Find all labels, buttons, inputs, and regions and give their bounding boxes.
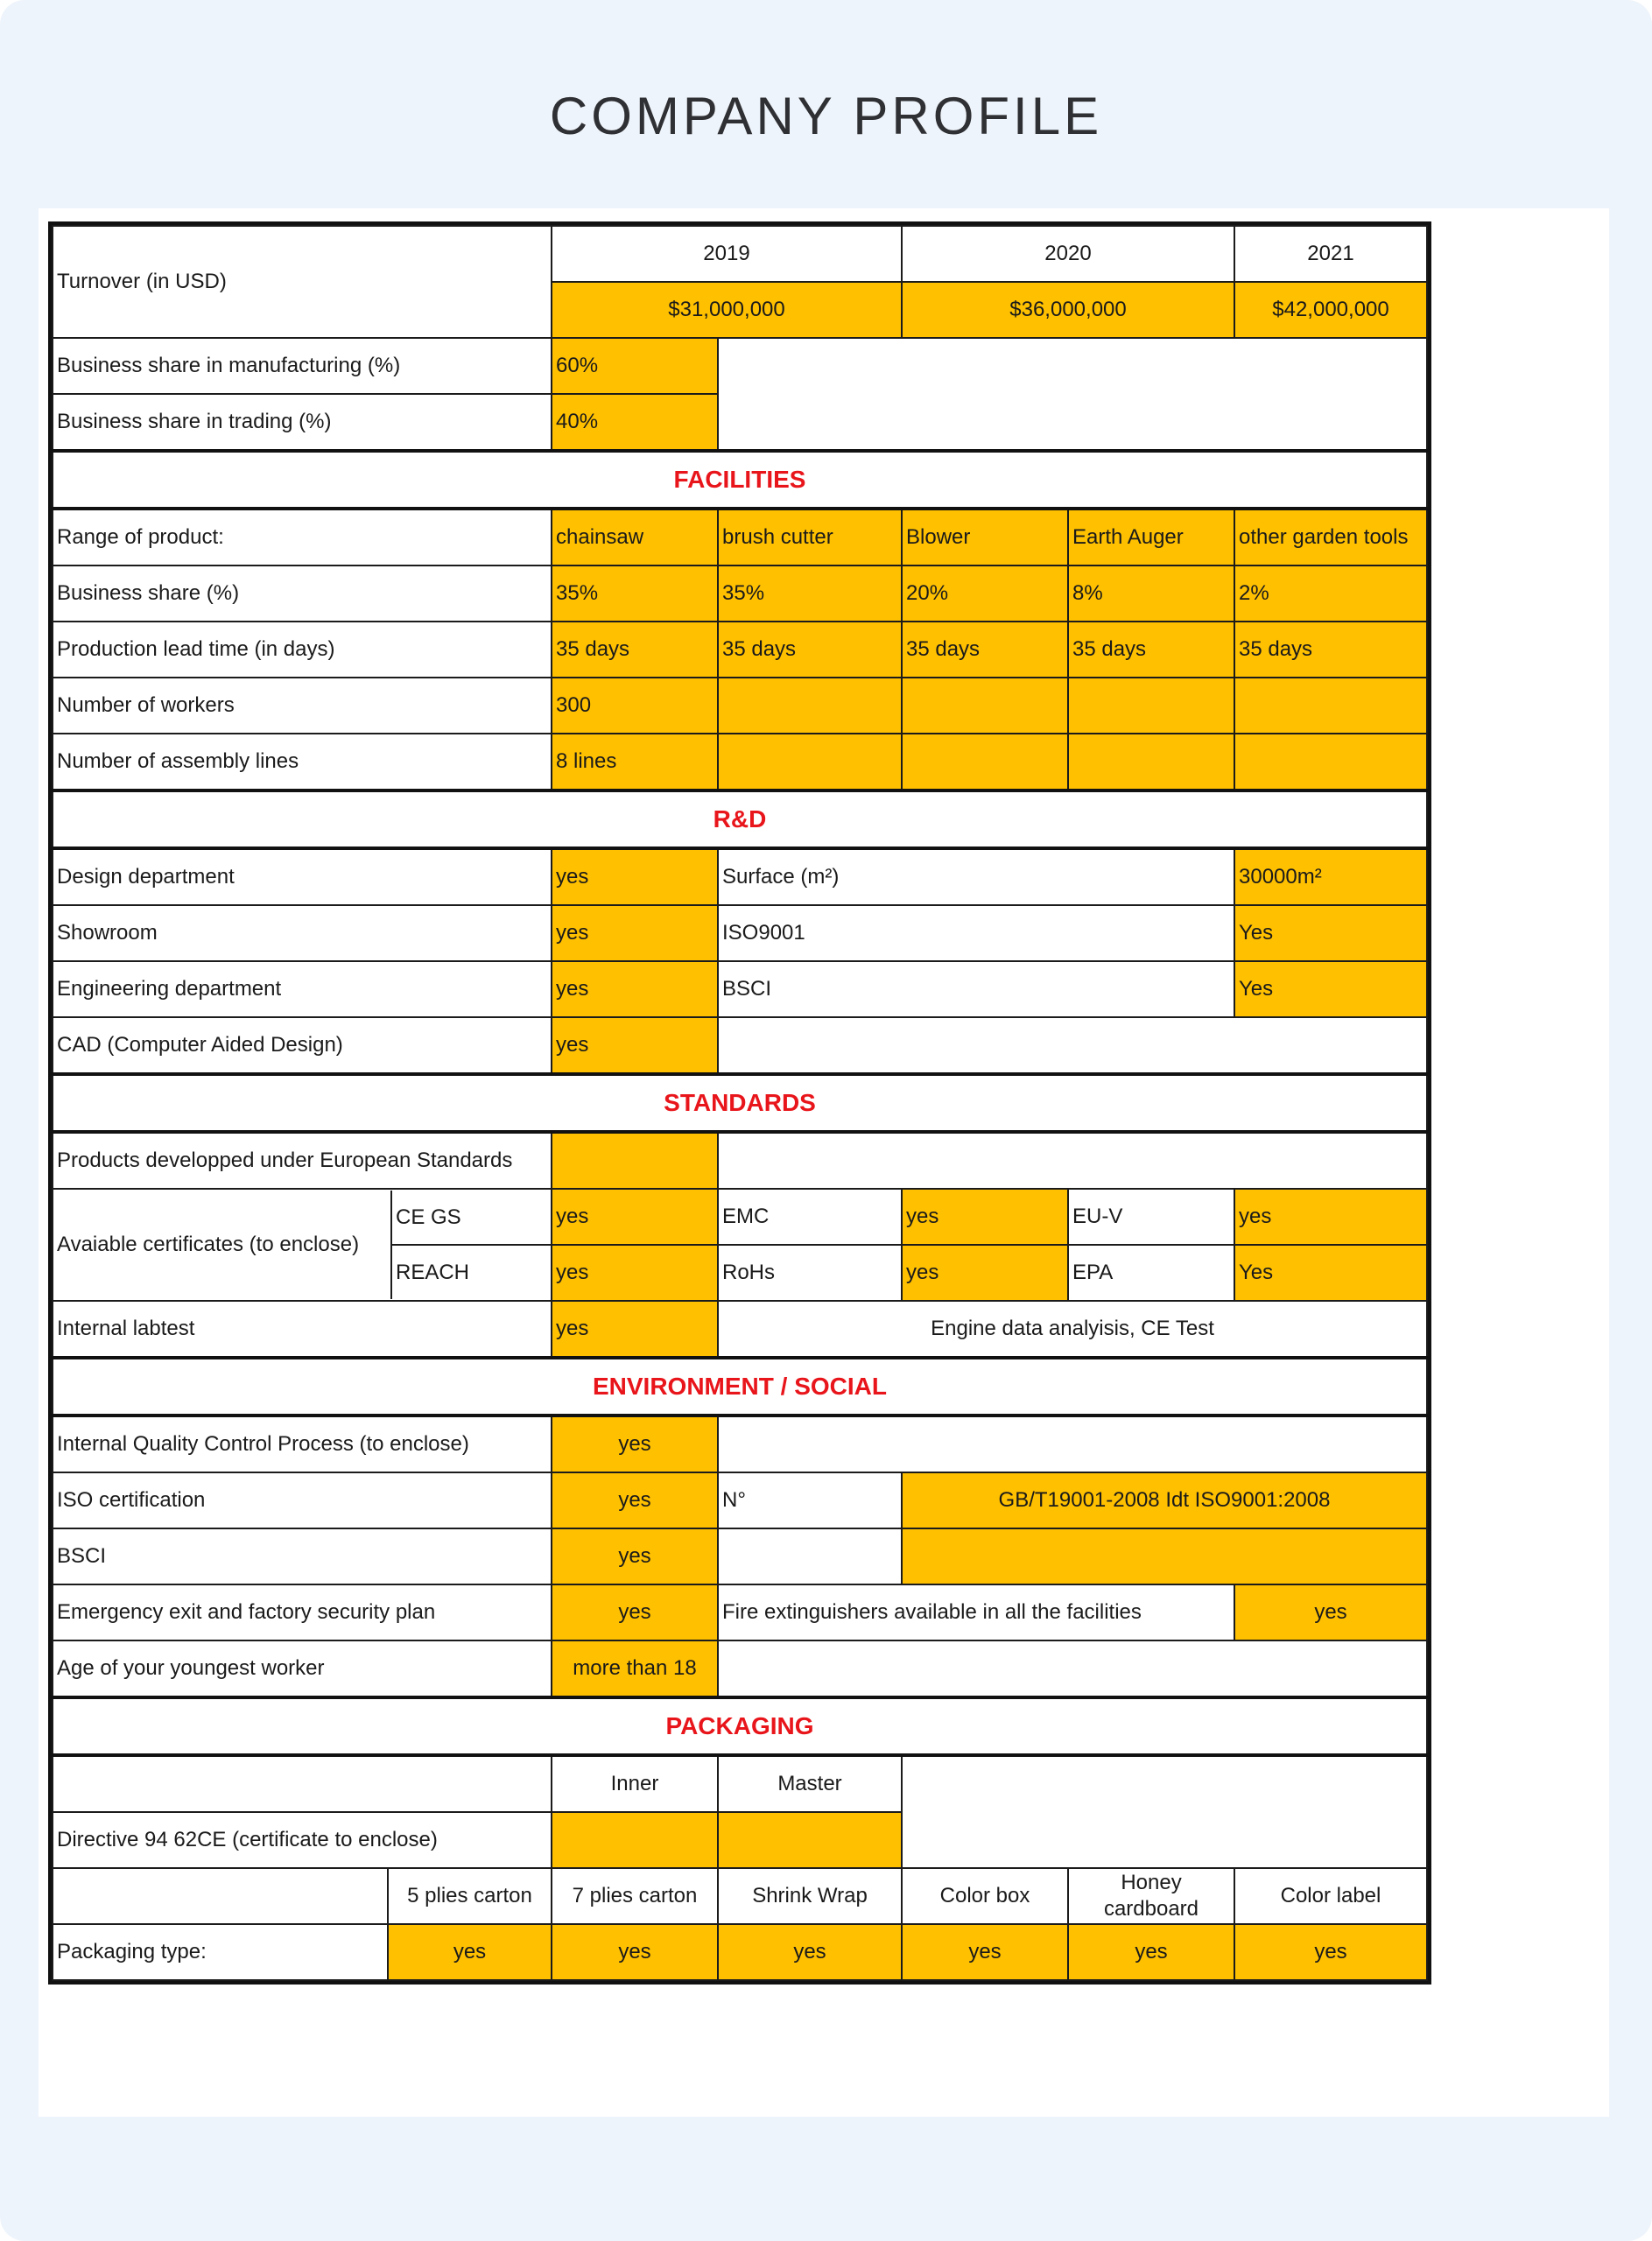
section-packaging: PACKAGING bbox=[53, 1697, 1427, 1755]
packaging-header-row bbox=[53, 1755, 1427, 1812]
share-value: 20% bbox=[902, 566, 1068, 622]
trading-share-value: 40% bbox=[552, 394, 718, 451]
workers-row bbox=[53, 678, 1427, 734]
packaging-type: 7 plies carton bbox=[552, 1868, 718, 1924]
engineering-label: Engineering department bbox=[53, 961, 552, 1017]
business-share-label: Business share (%) bbox=[53, 566, 552, 622]
cert-name: RoHs bbox=[718, 1245, 902, 1301]
design-row bbox=[53, 848, 1427, 905]
packaging-type: Color box bbox=[902, 1868, 1068, 1924]
packaging-value: yes bbox=[718, 1924, 902, 1980]
master-header: Master bbox=[718, 1755, 902, 1812]
blank-cell bbox=[718, 1416, 1427, 1472]
iso-cert-value: yes bbox=[552, 1472, 718, 1528]
engineering-value: yes bbox=[552, 961, 718, 1017]
cert-value: yes bbox=[552, 1189, 718, 1245]
labtest-row bbox=[53, 1301, 1427, 1358]
age-label: Age of your youngest worker bbox=[53, 1640, 552, 1697]
iso9001-label: ISO9001 bbox=[718, 905, 1234, 961]
european-value bbox=[552, 1132, 718, 1189]
cert-value: yes bbox=[902, 1245, 1068, 1301]
workers-value: 300 bbox=[552, 678, 718, 734]
blank-cell bbox=[718, 1528, 902, 1584]
blank-cell bbox=[53, 1869, 389, 1923]
packaging-value: yes bbox=[389, 1925, 551, 1979]
design-value: yes bbox=[552, 848, 718, 905]
age-value: more than 18 bbox=[552, 1640, 718, 1697]
packaging-type-label: Packaging type: bbox=[53, 1925, 389, 1979]
manufacturing-share-value: 60% bbox=[552, 338, 718, 394]
bsci-env-value: yes bbox=[552, 1528, 718, 1584]
empty-cell bbox=[718, 734, 902, 790]
design-label: Design department bbox=[53, 848, 552, 905]
turnover-2021: $42,000,000 bbox=[1234, 282, 1427, 338]
product-earth-auger: Earth Auger bbox=[1068, 509, 1234, 566]
section-standards: STANDARDS bbox=[53, 1074, 1427, 1132]
lead-time-value: 35 days bbox=[552, 622, 718, 678]
packaging-type: Color label bbox=[1234, 1868, 1427, 1924]
lead-time-value: 35 days bbox=[1068, 622, 1234, 678]
empty-cell bbox=[1068, 678, 1234, 734]
lead-time-value: 35 days bbox=[1234, 622, 1427, 678]
share-value: 2% bbox=[1234, 566, 1427, 622]
blank-cell bbox=[902, 1755, 1427, 1868]
business-share-row bbox=[53, 566, 1427, 622]
blank-cell bbox=[718, 1132, 1427, 1189]
cert-value: yes bbox=[902, 1189, 1068, 1245]
range-label: Range of product: bbox=[53, 509, 552, 566]
blank-cell bbox=[718, 1017, 1427, 1074]
turnover-label: Turnover (in USD) bbox=[53, 226, 552, 338]
cad-value: yes bbox=[552, 1017, 718, 1074]
directive-label: Directive 94 62CE (certificate to enclose) bbox=[53, 1812, 552, 1868]
lines-value: 8 lines bbox=[552, 734, 718, 790]
cert-name: EMC bbox=[718, 1189, 902, 1245]
product-chainsaw: chainsaw bbox=[552, 509, 718, 566]
packaging-value: yes bbox=[1068, 1924, 1234, 1980]
lead-time-label: Production lead time (in days) bbox=[53, 622, 552, 678]
share-value: 35% bbox=[552, 566, 718, 622]
turnover-2019: $31,000,000 bbox=[552, 282, 902, 338]
empty-cell bbox=[902, 734, 1068, 790]
packaging-type: Honey cardboard bbox=[1068, 1868, 1234, 1924]
company-profile-table bbox=[52, 225, 1428, 1981]
labtest-label: Internal labtest bbox=[53, 1301, 552, 1358]
cad-label: CAD (Computer Aided Design) bbox=[53, 1017, 552, 1074]
cert-value: yes bbox=[1234, 1189, 1427, 1245]
emergency-value: yes bbox=[552, 1584, 718, 1640]
emergency-label: Emergency exit and factory security plan bbox=[53, 1584, 552, 1640]
inner-header: Inner bbox=[552, 1755, 718, 1812]
year-2020: 2020 bbox=[902, 226, 1234, 282]
cert-name: CE GS bbox=[392, 1191, 551, 1246]
packaging-type: Shrink Wrap bbox=[718, 1868, 902, 1924]
turnover-2020: $36,000,000 bbox=[902, 282, 1234, 338]
turnover-year-row bbox=[53, 226, 1427, 282]
year-2019: 2019 bbox=[552, 226, 902, 282]
cert-name: REACH bbox=[396, 1260, 470, 1284]
manufacturing-share-label: Business share in manufacturing (%) bbox=[53, 338, 552, 394]
bsci-number-value bbox=[902, 1528, 1427, 1584]
product-brush-cutter: brush cutter bbox=[718, 509, 902, 566]
empty-cell bbox=[1234, 678, 1427, 734]
workers-label: Number of workers bbox=[53, 678, 552, 734]
european-row bbox=[53, 1132, 1427, 1189]
iso-cert-label: ISO certification bbox=[53, 1472, 552, 1528]
section-environment: ENVIRONMENT / SOCIAL bbox=[53, 1358, 1427, 1416]
directive-master-value bbox=[718, 1812, 902, 1868]
emergency-row bbox=[53, 1584, 1427, 1640]
engineering-row bbox=[53, 961, 1427, 1017]
section-facilities: FACILITIES bbox=[53, 451, 1427, 509]
empty-cell bbox=[1234, 734, 1427, 790]
iso-cert-row bbox=[53, 1472, 1427, 1528]
range-row bbox=[53, 509, 1427, 566]
qc-label: Internal Quality Control Process (to enclose) bbox=[53, 1416, 552, 1472]
surface-value: 30000m² bbox=[1234, 848, 1427, 905]
showroom-row bbox=[53, 905, 1427, 961]
packaging-value: yes bbox=[1234, 1924, 1427, 1980]
manufacturing-share-row bbox=[53, 338, 1427, 394]
blank-cell bbox=[53, 1755, 552, 1812]
packaging-values-cell bbox=[53, 1924, 552, 1980]
cert-name: EPA bbox=[1068, 1245, 1234, 1301]
directive-inner-value bbox=[552, 1812, 718, 1868]
trading-share-label: Business share in trading (%) bbox=[53, 394, 552, 451]
labtest-note: Engine data analyisis, CE Test bbox=[718, 1301, 1427, 1358]
blank-cell bbox=[718, 1640, 1427, 1697]
showroom-value: yes bbox=[552, 905, 718, 961]
iso-number-value: GB/T19001-2008 Idt ISO9001:2008 bbox=[902, 1472, 1427, 1528]
cert-value: Yes bbox=[1234, 1245, 1427, 1301]
page-title: COMPANY PROFILE bbox=[549, 87, 1103, 145]
bsci-row bbox=[53, 1528, 1427, 1584]
packaging-values-row bbox=[53, 1924, 1427, 1980]
age-row bbox=[53, 1640, 1427, 1697]
empty-cell bbox=[1068, 734, 1234, 790]
share-value: 35% bbox=[718, 566, 902, 622]
empty-cell bbox=[902, 678, 1068, 734]
qc-row bbox=[53, 1416, 1427, 1472]
lead-time-value: 35 days bbox=[718, 622, 902, 678]
packaging-type: 5 plies carton bbox=[407, 1884, 532, 1907]
packaging-types-cell bbox=[53, 1868, 552, 1924]
lead-time-value: 35 days bbox=[902, 622, 1068, 678]
cert-name: EU-V bbox=[1068, 1189, 1234, 1245]
iso9001-value: Yes bbox=[1234, 905, 1427, 961]
bsci-env-label: BSCI bbox=[53, 1528, 552, 1584]
packaging-types-row bbox=[53, 1868, 1427, 1924]
packaging-value: yes bbox=[552, 1924, 718, 1980]
section-rnd: R&D bbox=[53, 790, 1427, 848]
labtest-value: yes bbox=[552, 1301, 718, 1358]
blank-cell bbox=[718, 338, 1427, 451]
product-other: other garden tools bbox=[1234, 509, 1427, 566]
packaging-value: yes bbox=[902, 1924, 1068, 1980]
product-blower: Blower bbox=[902, 509, 1068, 566]
lines-label: Number of assembly lines bbox=[53, 734, 552, 790]
lines-row bbox=[53, 734, 1427, 790]
cert-value: yes bbox=[552, 1245, 718, 1301]
certs-row-1 bbox=[53, 1189, 1427, 1245]
fire-label: Fire extinguishers available in all the facilities bbox=[718, 1584, 1234, 1640]
bsci-value: Yes bbox=[1234, 961, 1427, 1017]
certs-label: Avaiable certificates (to enclose) bbox=[53, 1191, 392, 1299]
qc-value: yes bbox=[552, 1416, 718, 1472]
empty-cell bbox=[718, 678, 902, 734]
share-value: 8% bbox=[1068, 566, 1234, 622]
cad-row bbox=[53, 1017, 1427, 1074]
lead-time-row bbox=[53, 622, 1427, 678]
certs-label-cell bbox=[53, 1189, 552, 1301]
fire-value: yes bbox=[1234, 1584, 1427, 1640]
iso-number-label: N° bbox=[718, 1472, 902, 1528]
european-label: Products developped under European Standards bbox=[53, 1132, 552, 1189]
year-2021: 2021 bbox=[1234, 226, 1427, 282]
bsci-label: BSCI bbox=[718, 961, 1234, 1017]
surface-label: Surface (m²) bbox=[718, 848, 1234, 905]
showroom-label: Showroom bbox=[53, 905, 552, 961]
